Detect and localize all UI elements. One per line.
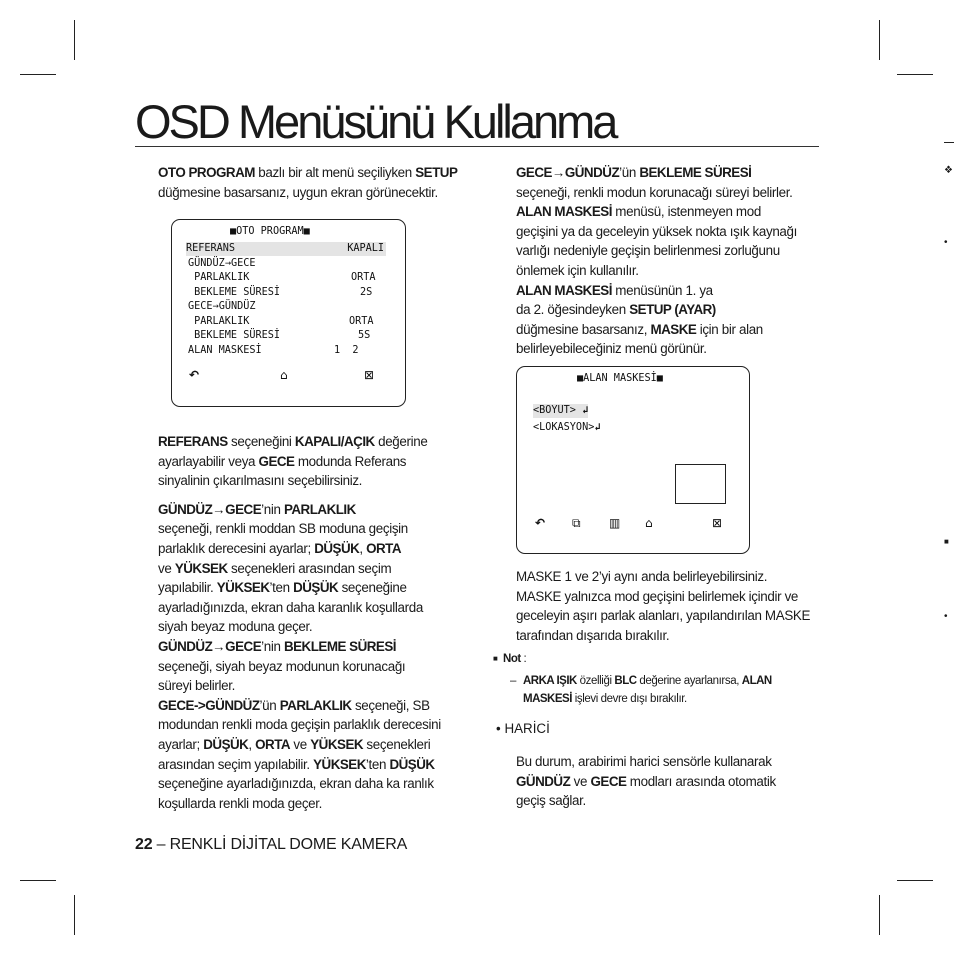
close-box-icon: ⊠ <box>712 516 723 530</box>
osd-alan-maskesi-menu <box>516 366 750 554</box>
note-dash: – <box>510 675 516 687</box>
side-diamond-marker: ❖ <box>944 165 953 176</box>
close-box-icon: ⊠ <box>364 368 375 382</box>
osd-row-value: 5S <box>358 330 371 341</box>
osd-row-label: BEKLEME SÜRESİ <box>188 330 281 341</box>
page-number: 22 <box>135 836 153 853</box>
home-icon: ⌂ <box>280 368 288 382</box>
right-body-mid: MASKE 1 ve 2’yi aynı anda belirleyebilirsiniz. MASKE yalnızca mod geçişini belirlemek içindir ve geceleyin aşırı parlak alanları, yapılandırılan MASKE tarafından dışarıda bırakılır. <box>516 569 811 643</box>
page-footer <box>135 836 407 854</box>
crop-mark <box>897 74 933 75</box>
crop-mark <box>879 20 880 60</box>
crop-mark <box>74 895 75 935</box>
home-icon: ⌂ <box>645 516 653 530</box>
osd-row-value: 1 2 <box>334 345 359 356</box>
crop-mark <box>879 895 880 935</box>
osd-row-value: 2S <box>360 287 373 298</box>
osd-row-label: BEKLEME SÜRESİ <box>188 287 281 298</box>
return-icon: ↶ <box>189 368 200 382</box>
footer-text: – RENKLİ DİJİTAL DOME KAMERA <box>152 836 408 853</box>
side-dot-marker: • <box>944 611 948 622</box>
left-intro: OTO PROGRAM bazlı bir alt menü seçiliyken SETUP düğmesine basarsanız, uygun ekran görünecektir. <box>158 165 458 200</box>
return-icon: ↶ <box>535 516 546 530</box>
osd-title: ■ALAN MASKESİ■ <box>577 373 663 384</box>
crop-mark <box>897 880 933 881</box>
osd-item-lokasyon: <LOKASYON>↲ <box>533 422 601 433</box>
osd-row-label: PARLAKLIK <box>188 316 250 327</box>
note-body: ARKA IŞIK özelliği BLC değerine ayarlanırsa, ALAN MASKESİ işlevi devre dışı bırakılır. <box>523 675 772 705</box>
side-dot-marker: • <box>944 237 948 248</box>
osd-oto-program-menu <box>171 219 406 407</box>
note-square-icon: ■ <box>493 654 498 663</box>
crop-mark <box>20 74 56 75</box>
page-title: OSD Menüsünü Kullanma <box>135 98 819 147</box>
crop-mark <box>74 20 75 60</box>
trash-icon: ▥ <box>609 516 621 530</box>
left-body: REFERANS seçeneğini KAPALI/AÇIK değerine ayarlayabilir veya GECE modunda Referans sinyalinin çıkarılmasını seçebilirsiniz. GÜNDÜZ→GECE’nin PARLAKLIK seçeneği, renkli moddan SB moduna geçişin parlaklık derecesini ayarlar; DÜŞÜK, ORTA ve YÜKSEK seçenekleri arasından seçim yapılabilir. YÜKSEK’ten DÜŞÜK seçeneğine ayarladığınızda, ekran daha karanlık koşullarda siyah beyaz moduna geçer. GÜNDÜZ→GECE’nin BEKLEME SÜRESİ seçeneği, siyah beyaz modunun korunacağı süreyi belirler. GECE->GÜNDÜZ’ün PARLAKLIK seçeneği, SB modundan renkli moda geçişin parlaklık derecesini ayarlar; DÜŞÜK, ORTA ve YÜKSEK seçenekleri arasından seçim yapılabilir. YÜKSEK’ten DÜŞÜK seçeneğine ayarladığınızda, ekran daha ka ranlık koşullarda renkli moda geçer. <box>158 434 441 811</box>
osd-row-label: ALAN MASKESİ <box>188 345 262 356</box>
side-square-marker: ■ <box>944 537 949 546</box>
osd-row-value: ORTA <box>349 316 374 327</box>
osd-row-value: ORTA <box>351 272 376 283</box>
osd-row-referans: REFERANS KAPALI <box>186 243 384 254</box>
osd-row-gunduz-gece: GÜNDÜZ→GECE <box>188 258 256 269</box>
copy-icon: ⧉ <box>572 516 581 530</box>
note-heading: ■ Not : <box>493 653 527 665</box>
side-tab-line <box>944 142 954 143</box>
right-body-bottom: Bu durum, arabirimi harici sensörle kullanarak GÜNDÜZ ve GECE modları arasında otomatik geçiş sağlar. <box>516 754 776 809</box>
crop-mark <box>20 880 56 881</box>
right-body-top: GECE→GÜNDÜZ’ün BEKLEME SÜRESİ seçeneği, renkli modun korunacağı süreyi belirler. ALAN MASKESİ menüsü, istenmeyen mod geçişini ya da geceleyin yüksek nokta ışık kaynağı varlığı nedeniyle geçişin belirlenmesi zorluğunu önlemek için kullanılır. ALAN MASKESİ menüsünün 1. ya da 2. öğesindeyken SETUP (AYAR) düğmesine basarsanız, MASKE için bir alan belirleyebileceğiniz menü görünür. <box>516 165 797 357</box>
osd-row-gece-gunduz: GECE→GÜNDÜZ <box>188 301 256 312</box>
osd-row-label: PARLAKLIK <box>188 272 250 283</box>
harici-heading: • HARİCİ <box>496 721 550 736</box>
mask-area-rectangle <box>675 464 726 504</box>
osd-item-boyut: <BOYUT> ↲ <box>533 405 589 416</box>
osd-title: ■OTO PROGRAM■ <box>230 226 310 237</box>
